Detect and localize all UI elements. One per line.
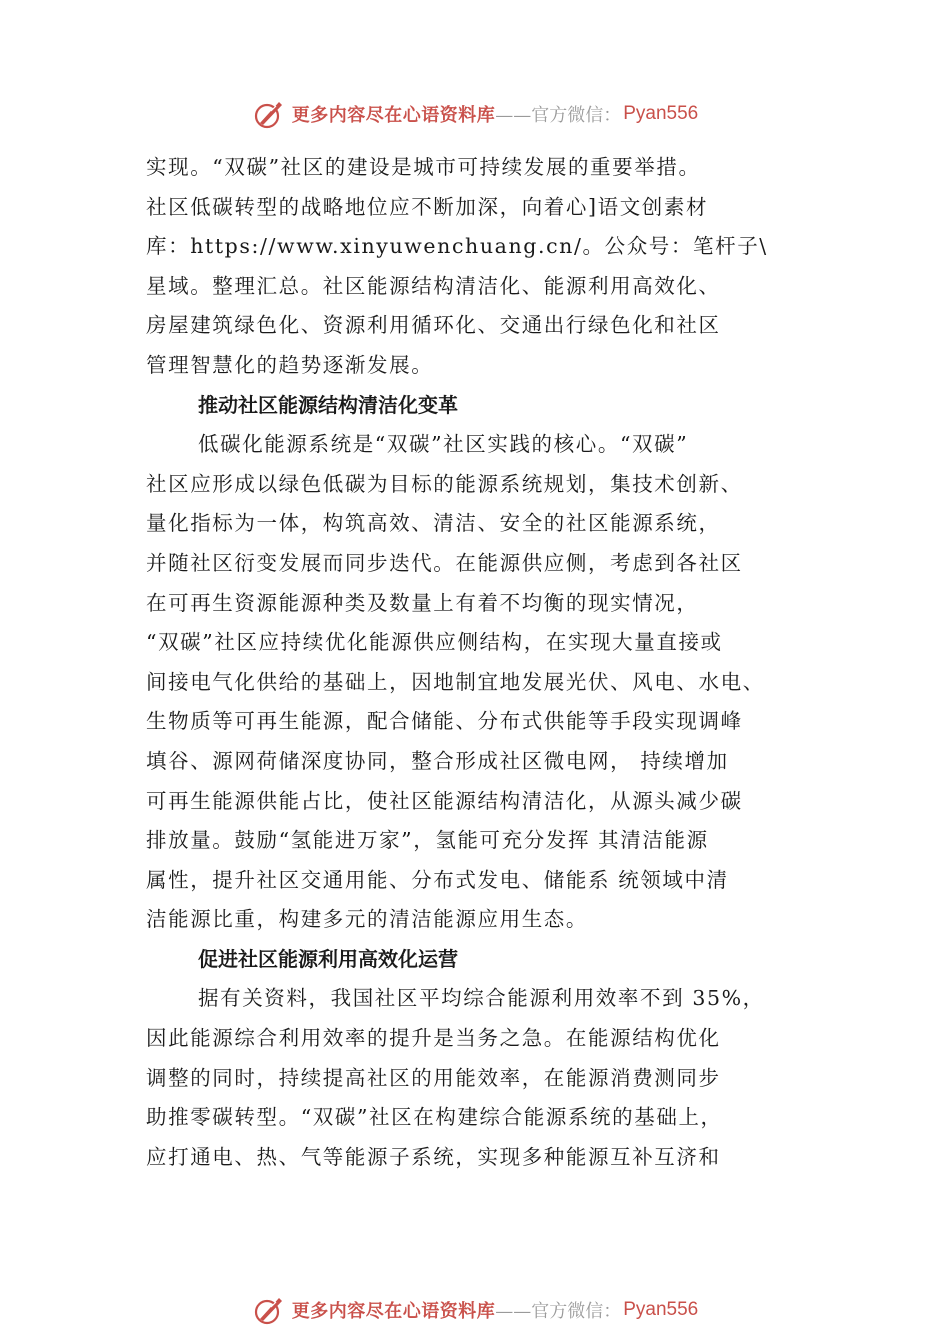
paragraph-line: 助推零碳转型。“双碳”社区在构建综合能源系统的基础上， <box>146 1105 723 1130</box>
paragraph-line: 管理智慧化的趋势逐渐发展。 <box>146 352 434 377</box>
paragraph-line: 量化指标为一体，构筑高效、清洁、安全的社区能源系统， <box>146 511 721 536</box>
banner-title: 更多内容尽在心语资料库 <box>291 1301 496 1322</box>
paragraph-line: 应打通电、热、气等能源子系统，实现多种能源互补互济和 <box>146 1144 721 1169</box>
paragraph-line: 间接电气化供给的基础上，因地制宜地发展光伏、风电、水电、 <box>146 669 765 694</box>
paragraph-line: 房屋建筑绿色化、资源利用循环化、交通出行绿色化和社区 <box>146 313 721 338</box>
paragraph-line: 星域。整理汇总。社区能源结构清洁化、能源利用高效化、 <box>146 273 721 298</box>
banner-dash: ——官方微信： <box>495 105 622 126</box>
quill-logo-icon <box>252 1293 286 1327</box>
paragraph-line: 实现。“双碳”社区的建设是城市可持续发展的重要举措。 <box>146 155 701 179</box>
banner-dash: ——官方微信： <box>495 1301 622 1322</box>
banner-title: 更多内容尽在心语资料库 <box>291 105 496 126</box>
paragraph-line: 库：https://www.xinyuwenchuang.cn/。公众号：笔杆子\ <box>146 234 768 259</box>
paragraph-line: 社区应形成以绿色低碳为目标的能源系统规划，集技术创新、 <box>146 471 743 496</box>
paragraph-line: 因此能源综合利用效率的提升是当务之急。在能源结构优化 <box>146 1026 721 1051</box>
paragraph-line: 属性，提升社区交通用能、分布式发电、储能系 统领域中清 <box>146 867 729 892</box>
document-body <box>146 148 866 1177</box>
section-heading-2: 促进社区能源利用高效化运营 <box>198 946 458 971</box>
paragraph-line: 在可再生资源能源种类及数量上有着不均衡的现实情况， <box>146 590 699 615</box>
paragraph-line: 低碳化能源系统是“双碳”社区实践的核心。“双碳” <box>198 432 689 457</box>
section-heading-1: 推动社区能源结构清洁化变革 <box>198 392 458 417</box>
paragraph-line: 排放量。鼓励“氢能进万家”，氢能可充分发挥 其清洁能源 <box>146 828 709 853</box>
paragraph-line: 调整的同时，持续提高社区的用能效率，在能源消费测同步 <box>146 1065 721 1090</box>
paragraph-line: 生物质等可再生能源，配合储能、分布式供能等手段实现调峰 <box>146 709 743 734</box>
header-banner <box>0 94 950 134</box>
paragraph-line: 据有关资料，我国社区平均综合能源利用效率不到 35%， <box>198 986 765 1011</box>
paragraph-line: 并随社区衍变发展而同步迭代。在能源供应侧，考虑到各社区 <box>146 550 743 575</box>
footer-banner <box>0 1290 950 1330</box>
paragraph-line: 社区低碳转型的战略地位应不断加深，向着心]语文创素材 <box>146 194 709 219</box>
paragraph-line: 洁能源比重，构建多元的清洁能源应用生态。 <box>146 907 588 932</box>
paragraph-line: 填谷、源网荷储深度协同，整合形成社区微电网， 持续增加 <box>146 748 729 773</box>
banner-contact: Pyan556 <box>623 103 699 124</box>
quill-logo-icon <box>252 97 286 131</box>
paragraph-line: 可再生能源供能占比，使社区能源结构清洁化，从源头减少碳 <box>146 788 743 813</box>
banner-contact: Pyan556 <box>623 1299 699 1320</box>
paragraph-line: “双碳”社区应持续优化能源供应侧结构，在实现大量直接或 <box>146 630 723 655</box>
